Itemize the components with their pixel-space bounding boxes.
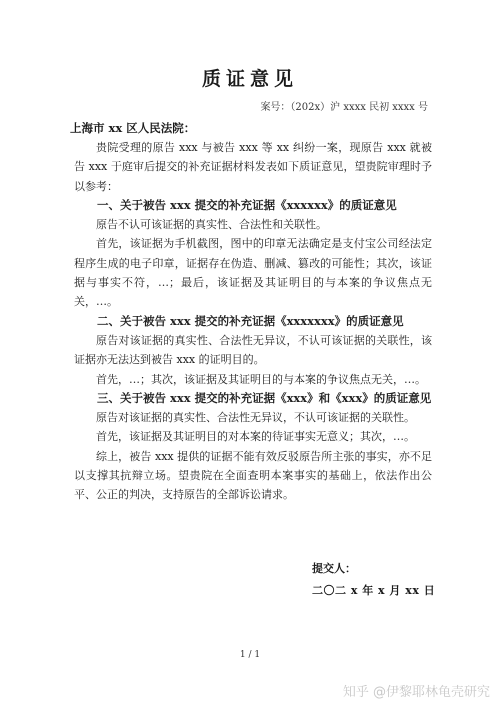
section-1-heading: 一、关于被告 xxx 提交的补充证据《xxxxxx》的质证意见 xyxy=(97,197,397,212)
signature-date: 二〇二 x 年 x 月 xx 日 xyxy=(312,584,436,597)
section-2-paragraph-1: 原告对该证据的真实性、合法性无异议，不认可该证据的关联性，该证据亦无法达到被告 xxx 的证明目的。 xyxy=(74,333,432,367)
intro-paragraph: 贵院受理的原告 xxx 与被告 xxx 等 xx 纠纷一案，现原告 xxx 就被告 xxx 于庭审后提交的补充证据材料发表如下质证意见，望贵院审理时予以参考： xyxy=(74,141,432,193)
document-body xyxy=(74,138,432,505)
document-title: 质证意见 xyxy=(201,68,298,90)
section-2-paragraph-2: 首先，…；其次，该证据及其证明目的与本案的争议焦点无关，…。 xyxy=(96,372,426,386)
conclusion-paragraph: 综上，被告 xxx 提供的证据不能有效反驳原告所主张的事实，亦不足以支撑其抗辩立场。望贵院在全面查明本案事实的基础上，依法作出公平、公正的判决，支持原告的全部诉讼请求。 xyxy=(74,449,432,502)
watermark: 知乎 @伊黎耶林龟壳研究 xyxy=(342,685,490,700)
section-1-paragraph-1: 原告不认可该证据的真实性、合法性和关联性。 xyxy=(96,218,327,232)
signer-label: 提交人： xyxy=(312,562,356,575)
section-1-paragraph-2: 首先，该证据为手机截图，图中的印章无法确定是支付宝公司经法定程序生成的电子印章，证据存在伪造、删减、篡改的可能性；其次，该证据与事实不符，…；最后，该证据及其证明目的与本案的争议焦点无关，…。 xyxy=(74,237,432,309)
addressee: 上海市 xx 区人民法院： xyxy=(70,121,196,135)
section-2-heading: 二、关于被告 xxx 提交的补充证据《xxxxxxx》的质证意见 xyxy=(97,313,404,328)
case-number: 案号：（202x）沪 xxxx 民初 xxxx 号 xyxy=(260,102,428,113)
section-3-heading: 三、关于被告 xxx 提交的补充证据《xxx》和《xxx》的质证意见 xyxy=(97,390,432,405)
page-number: 1 / 1 xyxy=(239,650,261,660)
section-3-paragraph-2: 首先，该证据及其证明目的对本案的待证事实无意义；其次，…。 xyxy=(96,430,415,444)
section-3-paragraph-1: 原告对该证据的真实性、合法性无异议，不认可该证据的关联性。 xyxy=(96,411,415,425)
